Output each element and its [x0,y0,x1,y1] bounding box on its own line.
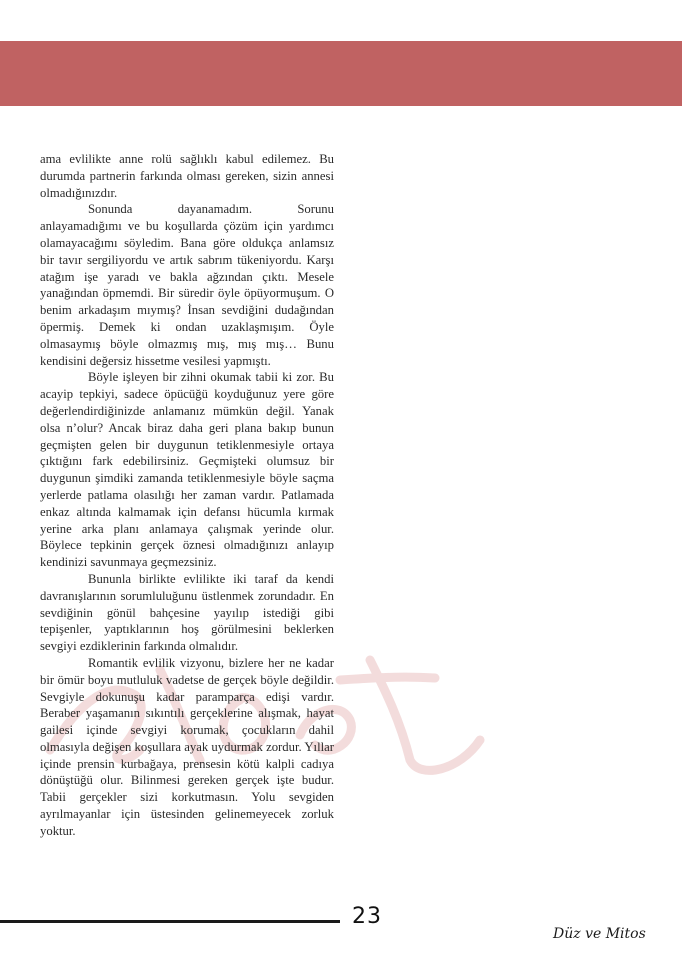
paragraph: Böyle işleyen bir zihni okumak tabii ki zor. Bu acayip tepkiyi, sadece öpücüğü koyduğunuz yere göre değerlendirdiğinizde anlamanız mümkün değil. Yanak olsa n’olur? Ancak biraz daha geri plana bakıp bunun geçmişten gelen bir duygunun tetiklenmesiyle ortaya çıktığını fark edebilirsiniz. Geçmişteki olumsuz bir duygunun şimdiki zamanda tetiklenmesiyle böyle saçma yerlerde patlama olasılığı her zaman vardır. Patlamada enkaz altında kalmamak için defansı hücumla kırmak yerine arka planı anlamaya çalışmak yerinde olur. Böylece tepkinin gerçek öznesi olmadığınızı anlayıp kendinizi savunmaya geçmezsiniz. [40,370,334,570]
paragraph: Sonunda dayanamadım. Sorunu anlayamadığımı ve bu koşullarda çözüm için yardımcı olamayacağımı söyledim. Bana göre oldukça anlamsız bir tavır sergiliyordu ve artık sabrım tükeniyordu. Karşı atağım işe yaradı ve bakla ağzından çıktı. Mesele yanağından öpmemdi. Bir süredir öyle öpüyormuşum. O benim arkadaşım mıymış? İnsan sevdiğini dudağından öpermiş. Demek ki ondan uzaklaşmışım. Öyle olmasaymış böyle olmazmış mış, mış mış… Bunu kendisini değersiz hissetme vesilesi yapmıştı. [40,202,334,368]
article-body [40,151,334,840]
paragraph: ama evlilikte anne rolü sağlıklı kabul edilemez. Bu durumda partnerin farkında olması gereken, sizin annesi olmadığınızdır. [40,152,334,200]
page-number: 23 [352,904,382,929]
magazine-name: Düz ve Mitos [553,926,646,942]
paragraph: Bununla birlikte evlilikte iki taraf da kendi davranışlarının sorumluluğunu üstlenmek zorundadır. En sevdiğinin gönül bahçesine yayılıp istediği gibi tepişenler, yaptıklarının hoş görülmesini beklerken sevgiyi ezdiklerinin farkında olmalıdır. [40,571,334,654]
paragraph: Romantik evlilik vizyonu, bizlere her ne kadar bir ömür boyu mutluluk vadetse de gerçek böyle değildir. Sevgiyle dokunuşu kadar paramparça edişi vardır. Beraber yaşamanın sıkıntılı gerçeklerine alışmak, hayat gailesi içinde sevgiyi korumak, çocukların dahil olmasıyla değişen koşullara ayak uydurmak zordur. Yıllar içinde prensin kurbağaya, prensesin kötü kalpli cadıya dönüştüğü olur. Bilinmesi gereken gerçek işte budur. Tabii gerçekler sizi korkutmasın. Yolu sevgiden ayrılmayanlar için üstesinden gelinemeyecek zorluk yoktur. [40,655,334,838]
header-color-band [0,41,682,106]
footer-rule [0,920,340,923]
